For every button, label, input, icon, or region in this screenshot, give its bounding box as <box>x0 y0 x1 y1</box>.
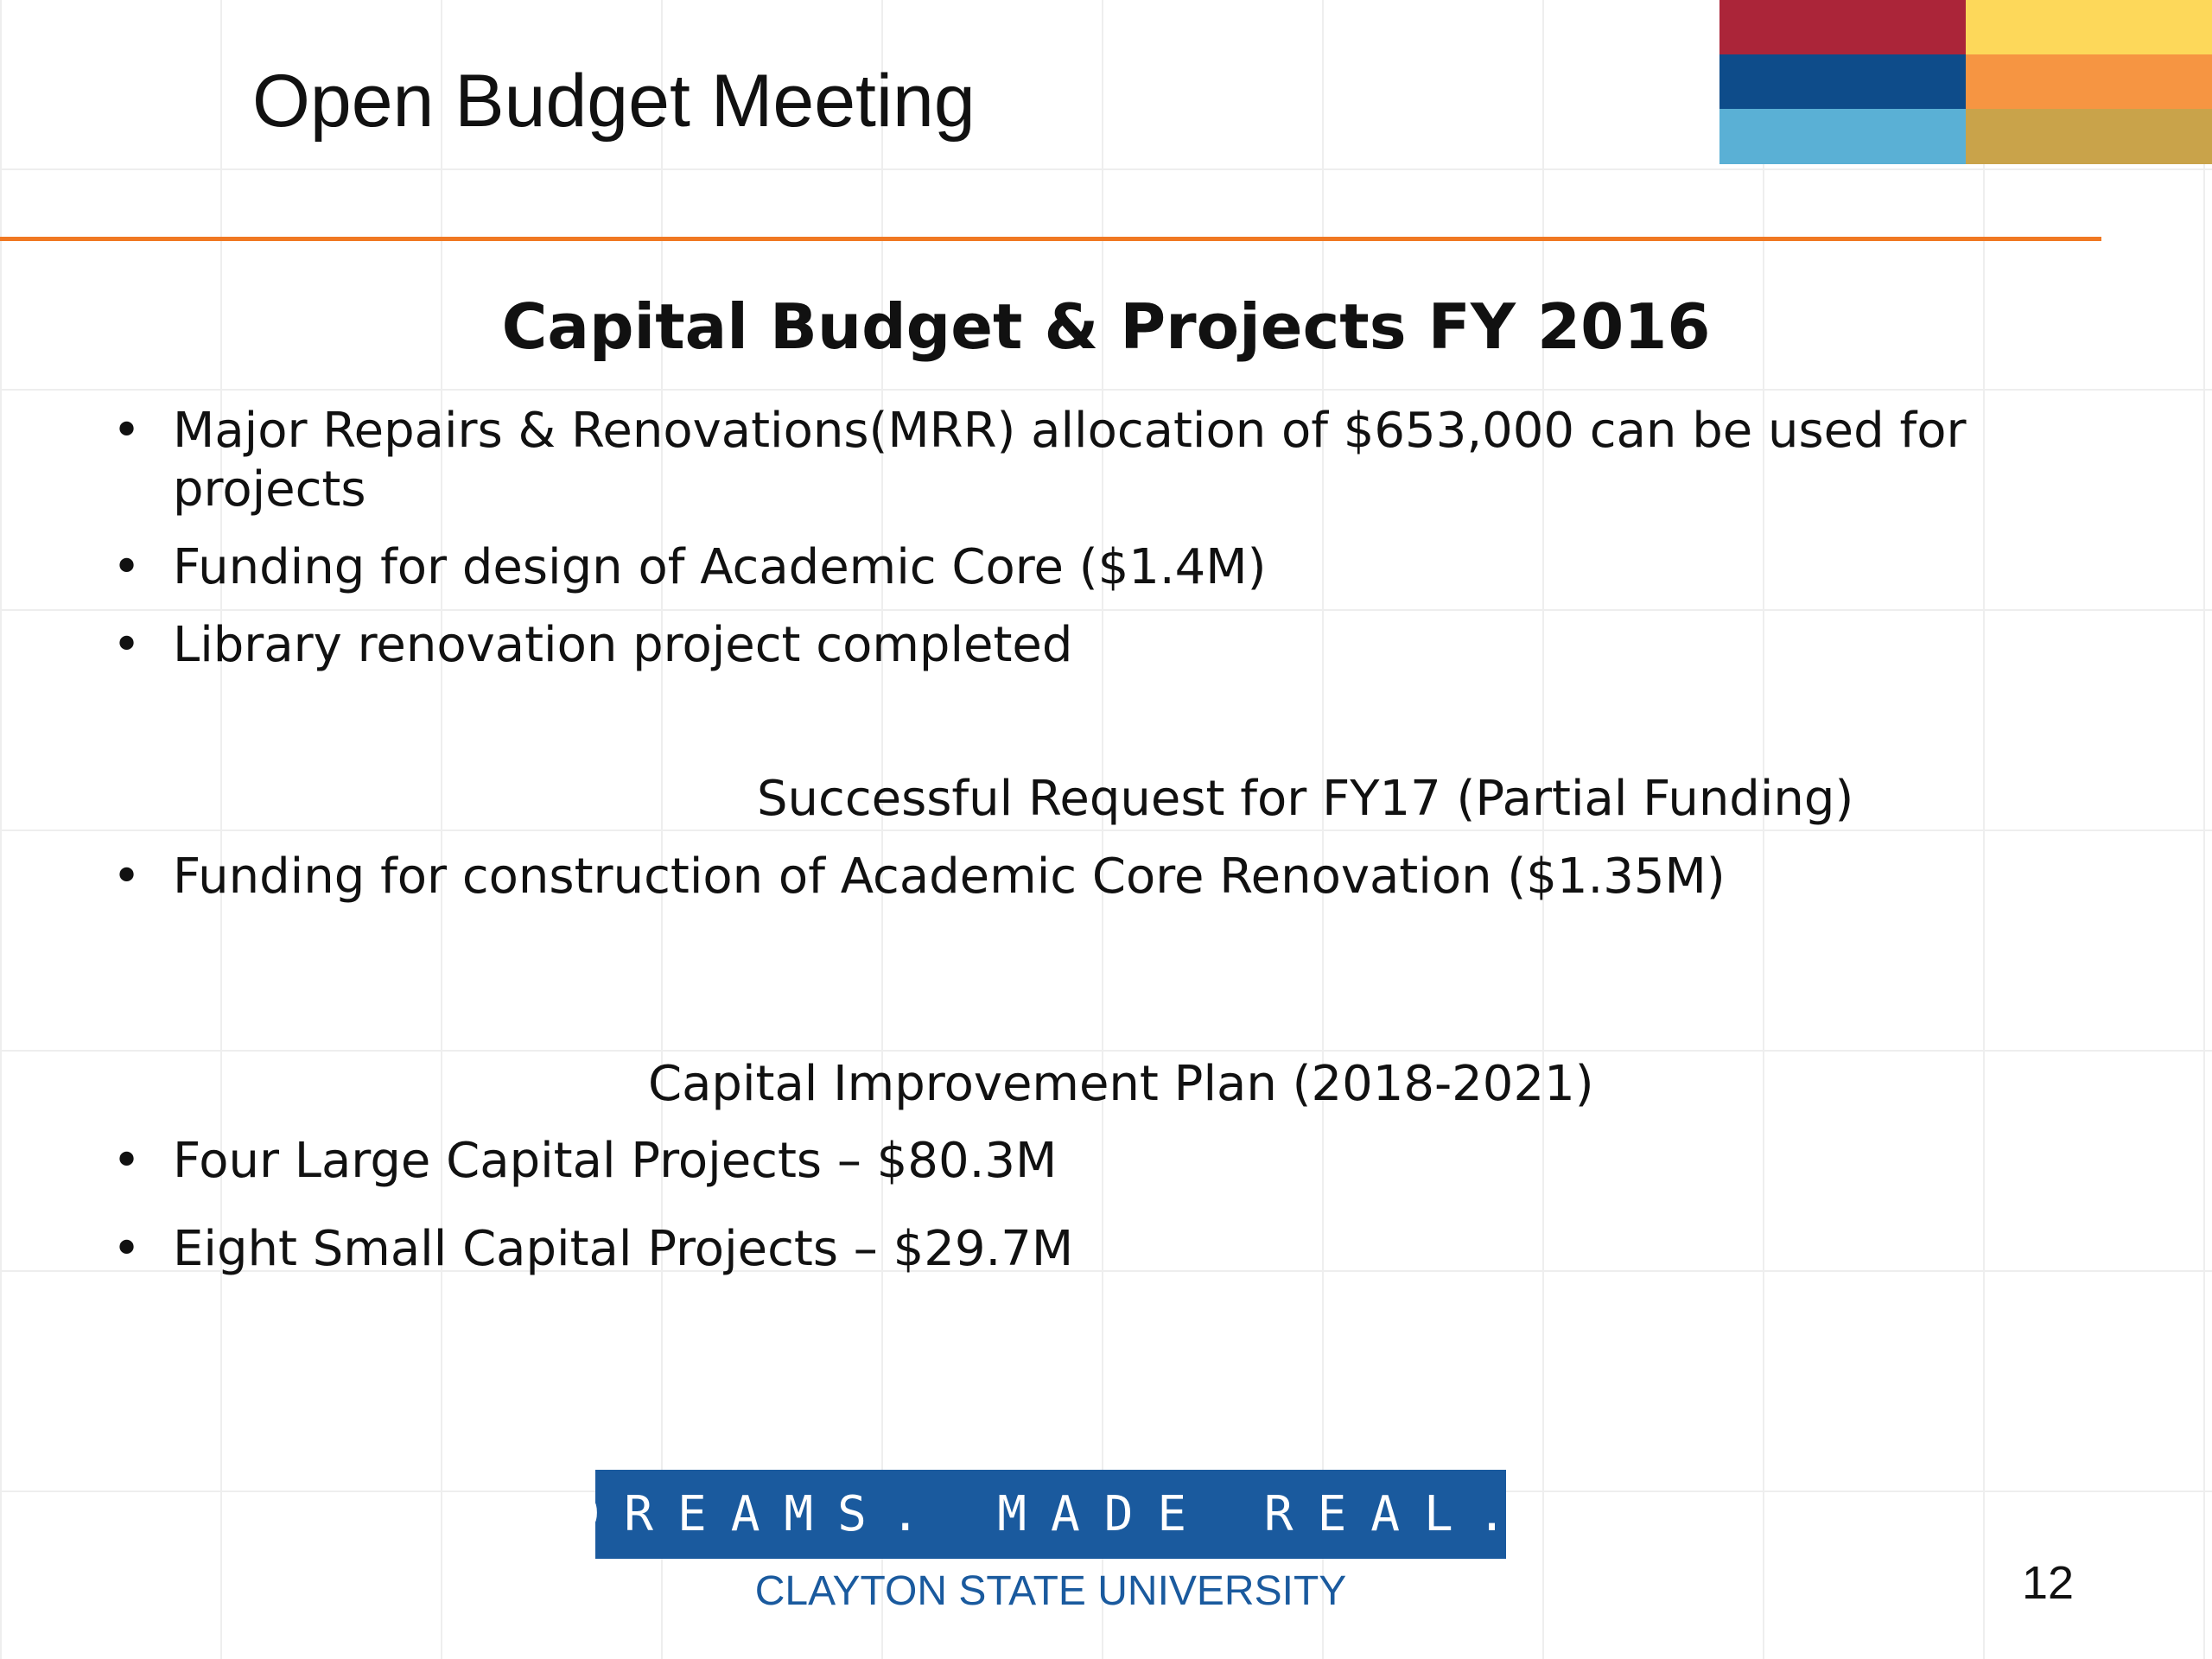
tagline-banner <box>570 1470 1531 1559</box>
list-item <box>112 538 2143 597</box>
bullet-text: Funding for construction of Academic Core Renovation ($1.35M) <box>173 849 1726 905</box>
list-item <box>112 848 2143 906</box>
bullet-icon: • <box>112 617 142 673</box>
bullet-text: Funding for design of Academic Core ($1.4M) <box>173 539 1267 595</box>
list-item <box>112 402 2143 519</box>
tagline-text: DREAMS. MADE REAL. <box>570 1486 1531 1542</box>
list-item <box>112 1220 2143 1279</box>
color-block-gold <box>1966 109 2212 164</box>
bullet-text: Eight Small Capital Projects – $29.7M <box>173 1221 1074 1277</box>
page-number: 12 <box>2022 1557 2075 1609</box>
list-item <box>112 616 2143 675</box>
color-block-decoration <box>1719 0 2212 164</box>
color-block-red <box>1719 0 1966 54</box>
bullet-icon: • <box>112 1221 142 1277</box>
section-heading-cip: Capital Improvement Plan (2018-2021) <box>648 1056 1594 1112</box>
title-divider <box>0 237 2101 241</box>
bullet-icon: • <box>112 539 142 595</box>
bullet-icon: • <box>112 403 142 459</box>
bullet-icon: • <box>112 1133 142 1189</box>
color-block-navy <box>1719 54 1966 109</box>
list-item <box>112 1132 2143 1191</box>
bullet-text: Major Repairs & Renovations(MRR) allocation of $653,000 can be used for projects <box>173 403 1967 518</box>
page-title: Open Budget Meeting <box>252 60 976 143</box>
color-block-lightblue <box>1719 109 1966 164</box>
section-heading-fy17: Successful Request for FY17 (Partial Funding) <box>757 771 1854 827</box>
color-block-orange <box>1966 54 2212 109</box>
bullet-text: Four Large Capital Projects – $80.3M <box>173 1133 1058 1189</box>
bullet-text: Library renovation project completed <box>173 617 1073 673</box>
color-block-yellow <box>1966 0 2212 54</box>
university-name: CLAYTON STATE UNIVERSITY <box>754 1568 1347 1614</box>
slide-heading: Capital Budget & Projects FY 2016 <box>501 290 1711 363</box>
bullet-icon: • <box>112 849 142 905</box>
